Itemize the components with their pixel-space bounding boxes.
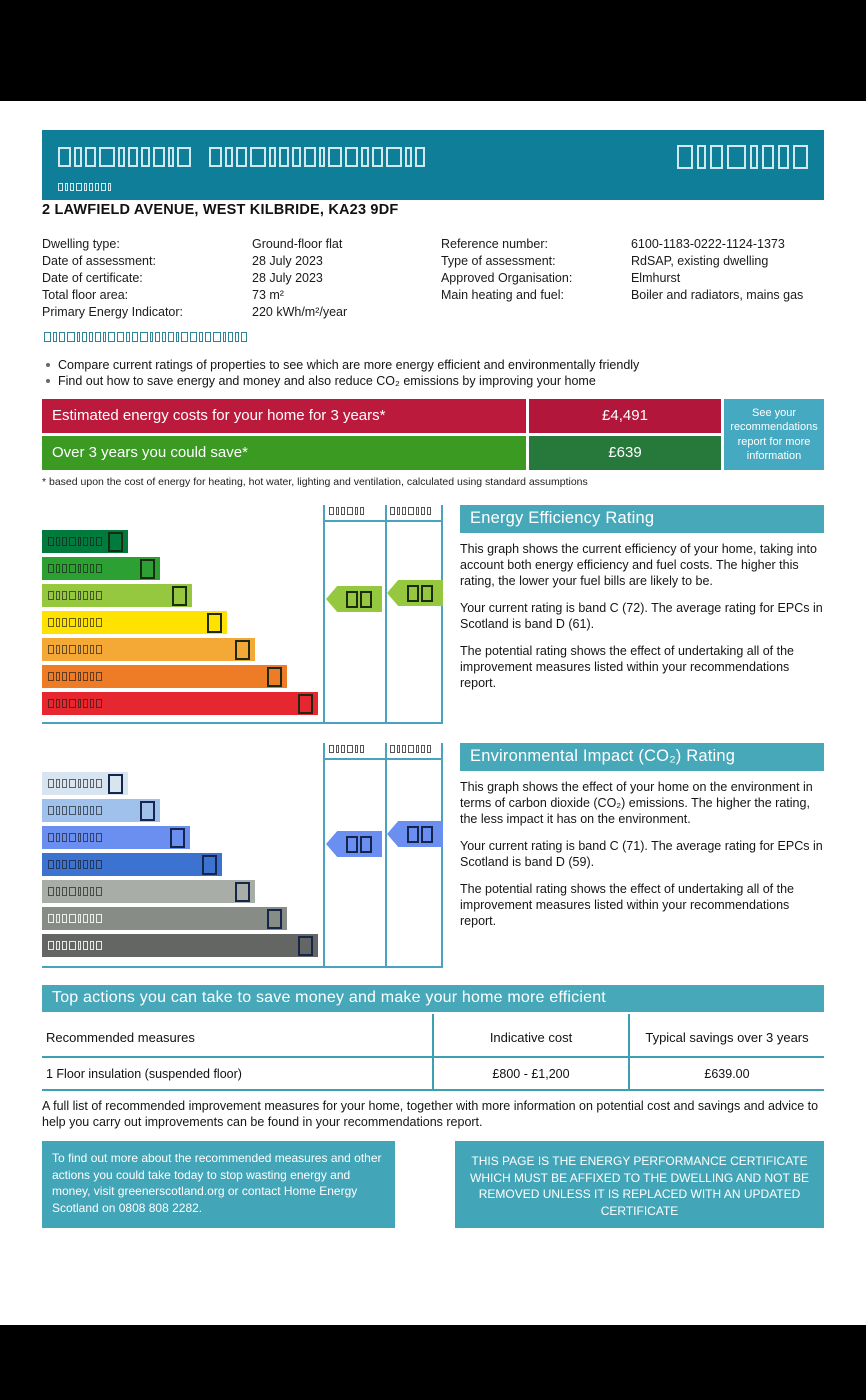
table-header-line xyxy=(42,1056,824,1058)
detail-value: RdSAP, existing dwelling xyxy=(630,254,769,268)
band-range-label xyxy=(48,779,102,788)
band-letter-box xyxy=(140,801,155,821)
band-range-label xyxy=(48,645,102,654)
bullet-dot xyxy=(46,363,50,367)
detail-value: 28 July 2023 xyxy=(252,254,323,268)
band-letter-box xyxy=(108,532,123,552)
environmental-impact-chart xyxy=(42,743,443,970)
band-letter-box xyxy=(140,559,155,579)
band-e xyxy=(42,638,255,661)
band-letter-box xyxy=(108,774,123,794)
current-rating-arrow xyxy=(326,831,382,857)
detail-label: Reference number: xyxy=(440,237,548,251)
current-column-header xyxy=(329,745,364,753)
band-range-label xyxy=(48,941,102,950)
column-header-cost: Indicative cost xyxy=(489,1030,573,1045)
detail-label: Total floor area: xyxy=(42,288,129,302)
band-letter-box xyxy=(267,667,282,687)
band-f xyxy=(42,907,287,930)
detail-label: Main heating and fuel: xyxy=(440,288,564,302)
cost-label: Over 3 years you could save* xyxy=(42,436,526,470)
measure-cost: £800 - £1,200 xyxy=(492,1067,570,1081)
band-range-label xyxy=(48,833,102,842)
band-letter-box xyxy=(298,694,313,714)
band-c xyxy=(42,584,192,607)
table-bottom-line xyxy=(42,1089,824,1091)
column-header-measures: Recommended measures xyxy=(46,1030,195,1045)
panel-paragraph: The potential rating shows the effect of undertaking all of the improvement measures listed within your recommendations report. xyxy=(460,882,795,928)
certificate-notice-box: THIS PAGE IS THE ENERGY PERFORMANCE CERTIFICATE WHICH MUST BE AFFIXED TO THE DWELLING AND NOT BE REMOVED UNLESS IT IS REPLACED WITH AN UPDATED CERTIFICATE xyxy=(455,1141,824,1228)
environmental-impact-panel xyxy=(460,743,824,940)
band-letter-box xyxy=(207,613,222,633)
chart-divider xyxy=(385,505,387,724)
detail-value: 73 m² xyxy=(252,288,284,302)
band-range-label xyxy=(48,564,102,573)
band-letter-box xyxy=(267,909,282,929)
recommendations-full-list-note: A full list of recommended improvement measures for your home, together with more information on potential cost and savings and advice to help you carry out improvements can be found in your recommendations report. xyxy=(42,1099,819,1130)
detail-label: Date of certificate: xyxy=(42,271,143,285)
chart-header-line xyxy=(323,520,443,522)
detail-value: 220 kWh/m²/year xyxy=(252,305,348,319)
rating-bands xyxy=(42,772,318,961)
band-range-label xyxy=(48,699,102,708)
recommendations-note: See your recommendations report for more information xyxy=(724,399,824,470)
chart-baseline xyxy=(42,966,443,968)
potential-rating-arrow xyxy=(387,580,443,606)
band-d xyxy=(42,853,222,876)
band-letter-box xyxy=(172,586,187,606)
property-address: 2 LAWFIELD AVENUE, WEST KILBRIDE, KA23 9DF xyxy=(42,202,399,218)
current-column-header xyxy=(329,507,364,515)
band-range-label xyxy=(48,914,102,923)
details-right-column xyxy=(441,236,824,321)
measure-savings: £639.00 xyxy=(704,1067,750,1081)
cost-summary-table xyxy=(42,399,824,470)
chart-header-line xyxy=(323,758,443,760)
potential-column-header xyxy=(390,745,431,753)
band-g xyxy=(42,692,318,715)
certificate-header-banner xyxy=(42,130,824,200)
illegible-section-heading xyxy=(44,332,247,342)
chart-divider xyxy=(385,743,387,966)
measure-name: 1 Floor insulation (suspended floor) xyxy=(46,1067,242,1081)
band-letter-box xyxy=(298,936,313,956)
band-letter-box xyxy=(235,882,250,902)
band-g xyxy=(42,934,318,957)
cost-label: Estimated energy costs for your home for 3 years* xyxy=(42,399,526,433)
energy-efficiency-chart xyxy=(42,505,443,729)
property-details xyxy=(42,236,824,321)
detail-value: 28 July 2023 xyxy=(252,271,323,285)
panel-paragraph: This graph shows the current efficiency of your home, taking into account both energy efficiency and fuel costs. The higher this rating, the lower your fuel bills are likely to be. xyxy=(460,542,817,588)
detail-label: Date of assessment: xyxy=(42,254,156,268)
panel-paragraph: Your current rating is band C (72). The average rating for EPCs in Scotland is band D (61). xyxy=(460,601,823,631)
band-range-label xyxy=(48,537,102,546)
potential-column-header xyxy=(390,507,431,515)
panel-heading: Environmental Impact (CO₂) Rating xyxy=(460,743,824,771)
cost-footnote: * based upon the cost of energy for heating, hot water, lighting and ventilation, calculated using standard assumptions xyxy=(42,476,588,488)
band-d xyxy=(42,611,227,634)
detail-value: 6100-1183-0222-1124-1373 xyxy=(630,237,785,251)
band-range-label xyxy=(48,806,102,815)
bullet-text: Compare current ratings of properties to see which are more energy efficient and environmentally friendly xyxy=(58,358,640,372)
band-a xyxy=(42,530,128,553)
chart-divider xyxy=(323,743,325,966)
chart-baseline xyxy=(42,722,443,724)
detail-value: Ground-floor flat xyxy=(252,237,343,251)
cost-value: £639 xyxy=(529,436,721,470)
panel-paragraph: This graph shows the effect of your home on the environment in terms of carbon dioxide (CO₂) emissions. The higher the rating, the less impact it has on the environment. xyxy=(460,780,813,826)
column-header-savings: Typical savings over 3 years xyxy=(645,1030,809,1045)
band-letter-box xyxy=(170,828,185,848)
band-b xyxy=(42,557,160,580)
details-left-column xyxy=(42,236,435,321)
detail-label: Approved Organisation: xyxy=(440,271,573,285)
band-range-label xyxy=(48,860,102,869)
band-range-label xyxy=(48,618,102,627)
detail-value: Elmhurst xyxy=(630,271,681,285)
cost-value: £4,491 xyxy=(529,399,721,433)
band-c xyxy=(42,826,190,849)
band-range-label xyxy=(48,591,102,600)
panel-paragraph: The potential rating shows the effect of undertaking all of the improvement measures listed within your recommendations report. xyxy=(460,644,795,690)
band-letter-box xyxy=(235,640,250,660)
panel-paragraph: Your current rating is band C (71). The average rating for EPCs in Scotland is band D (59). xyxy=(460,839,823,869)
chart-divider xyxy=(441,743,443,966)
panel-heading: Energy Efficiency Rating xyxy=(460,505,824,533)
intro-bullets xyxy=(46,357,824,389)
top-actions-heading: Top actions you can take to save money and make your home more efficient xyxy=(42,985,824,1012)
find-out-more-box: To find out more about the recommended measures and other actions you could take today to stop wasting energy and money, visit greenerscotland.org or contact Home Energy Scotland on 0808 808 2282. xyxy=(42,1141,395,1228)
detail-label: Dwelling type: xyxy=(42,237,120,251)
rating-bands xyxy=(42,530,318,719)
band-b xyxy=(42,799,160,822)
band-a xyxy=(42,772,128,795)
detail-label: Primary Energy Indicator: xyxy=(42,305,184,319)
illegible-subtitle xyxy=(58,183,111,191)
chart-divider xyxy=(323,505,325,724)
band-letter-box xyxy=(202,855,217,875)
band-range-label xyxy=(48,672,102,681)
bullet-text: Find out how to save energy and money and also reduce CO₂ emissions by improving your home xyxy=(58,374,596,388)
illegible-title-word-2 xyxy=(209,147,425,167)
detail-label: Type of assessment: xyxy=(440,254,556,268)
chart-divider xyxy=(441,505,443,724)
band-e xyxy=(42,880,255,903)
current-rating-arrow xyxy=(326,586,382,612)
detail-value: Boiler and radiators, mains gas xyxy=(630,288,804,302)
potential-rating-arrow xyxy=(387,821,443,847)
bullet-dot xyxy=(46,379,50,383)
scotland-logo xyxy=(677,145,808,169)
top-actions-table xyxy=(42,1014,824,1092)
illegible-title-word-1 xyxy=(58,147,191,167)
band-f xyxy=(42,665,287,688)
energy-efficiency-panel xyxy=(460,505,824,702)
band-range-label xyxy=(48,887,102,896)
